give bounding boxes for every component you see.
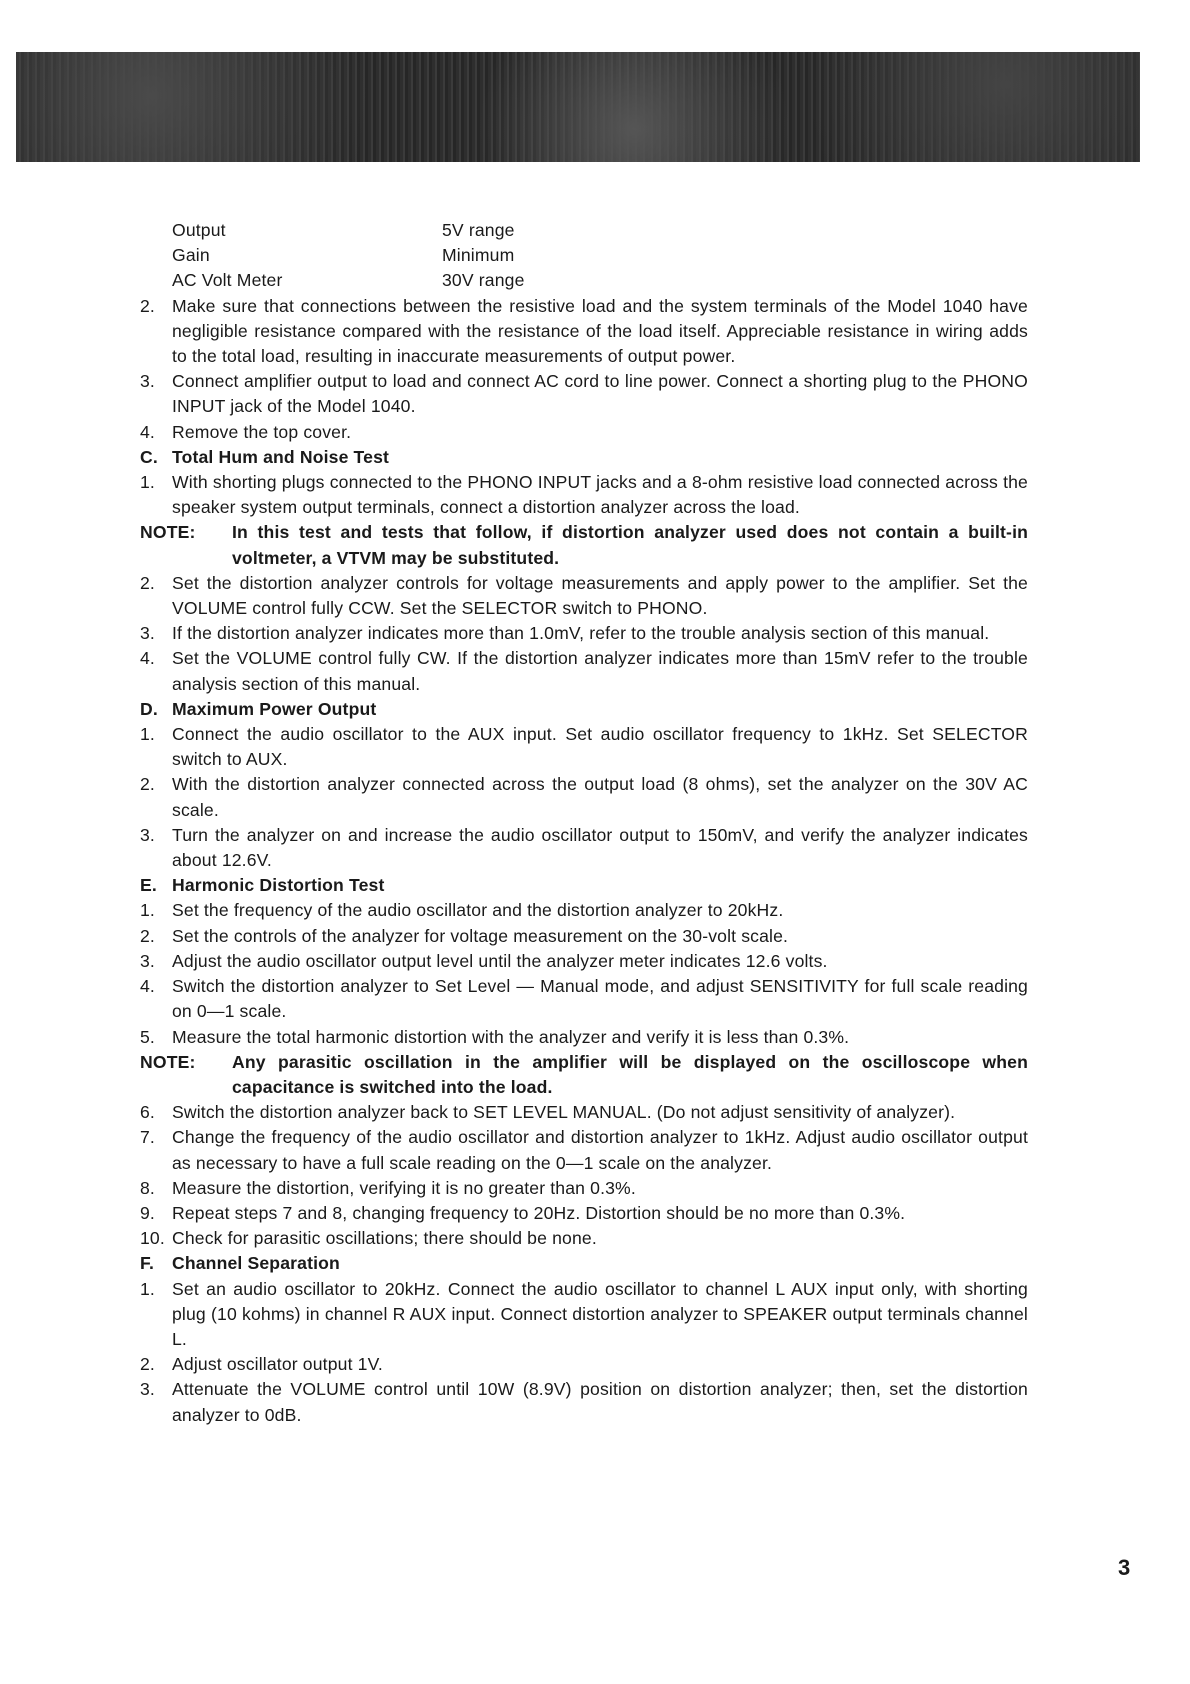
list-item: 1. Connect the audio oscillator to the AUX input. Set audio oscillator frequency to 1kHz. Set SELECTOR switch to AUX. — [140, 724, 1028, 770]
list-item: 2. Adjust oscillator output 1V. — [140, 1354, 383, 1375]
manual-content — [140, 218, 1028, 1428]
list-item: 3. Turn the analyzer on and increase the audio oscillator output to 150mV, and verify the analyzer indicates about 12.6V. — [140, 824, 1028, 871]
list-item: 1. Set an audio oscillator to 20kHz. Connect the audio oscillator to channel L AUX input only, with shorting plug (10 kohms) in channel R AUX input. Connect distortion analyzer to SPEAKER output terminals channel L. — [140, 1278, 1028, 1349]
list-item: 2. Set the controls of the analyzer for voltage measurement on the 30-volt scale. — [140, 925, 789, 946]
setting-row: Output 5V range — [172, 220, 515, 240]
list-item: 3. Attenuate the VOLUME control until 10W (8.9V) position on distortion analyzer; then, set the distortion analyzer to 0dB. — [140, 1379, 1028, 1425]
list-item: 2. Set the distortion analyzer controls for voltage measurements and apply power to the amplifier. Set the VOLUME control fully CCW. Set the SELECTOR switch to PHONO. — [140, 572, 1028, 619]
list-item: 3. Connect amplifier output to load and connect AC cord to line power. Connect a shorting plug to the PHONO INPUT jack of the Model 1040. — [140, 371, 1028, 417]
list-item: 1. With shorting plugs connected to the PHONO INPUT jacks and a 8-ohm resistive load connected across the speaker system output terminals, connect a distortion analyzer across the load. — [140, 472, 1028, 518]
list-item: 8. Measure the distortion, verifying it is no greater than 0.3%. — [140, 1177, 636, 1198]
list-item: 4. Remove the top cover. — [140, 421, 352, 442]
list-item: 5. Measure the total harmonic distortion with the analyzer and verify it is less than 0.3%. — [140, 1026, 850, 1047]
section-heading-e: E. Harmonic Distortion Test — [140, 875, 385, 896]
settings-list — [140, 218, 1028, 294]
list-item: 2. With the distortion analyzer connected across the output load (8 ohms), set the analyzer on the 30V AC scale. — [140, 774, 1028, 820]
setting-row: AC Volt Meter 30V range — [172, 270, 525, 291]
list-item: 3. If the distortion analyzer indicates more than 1.0mV, refer to the trouble analysis section of this manual. — [140, 623, 990, 644]
list-item: 3. Adjust the audio oscillator output level until the analyzer meter indicates 12.6 volts. — [140, 950, 828, 971]
note-block: NOTE: In this test and tests that follow, if distortion analyzer used does not contain a built-in voltmeter, a VTVM may be substituted. — [140, 522, 1028, 568]
list-item: 7. Change the frequency of the audio oscillator and distortion analyzer to 1kHz. Adjust audio oscillator output as necessary to have a full scale reading on the 0—1 scale on the analyzer. — [140, 1127, 1028, 1173]
section-heading-d: D. Maximum Power Output — [140, 698, 377, 719]
page-number: 3 — [1118, 1555, 1131, 1580]
section-heading-f: F. Channel Separation — [140, 1253, 340, 1274]
list-item: 6. Switch the distortion analyzer back to SET LEVEL MANUAL. (Do not adjust sensitivity of analyzer). — [140, 1102, 956, 1123]
list-item: 4. Switch the distortion analyzer to Set Level — Manual mode, and adjust SENSITIVITY for full scale reading on 0—1 scale. — [140, 976, 1028, 1022]
header-band — [16, 52, 1140, 162]
list-item: 9. Repeat steps 7 and 8, changing frequency to 20Hz. Distortion should be no more than 0.3%. — [140, 1202, 906, 1223]
note-block: NOTE: Any parasitic oscillation in the amplifier will be displayed on the oscilloscope when capacitance is switched into the load. — [140, 1051, 1028, 1097]
setting-row: Gain Minimum — [172, 245, 515, 266]
list-item: 4. Set the VOLUME control fully CW. If the distortion analyzer indicates more than 15mV refer to the trouble analysis section of this manual. — [140, 648, 1028, 694]
section-heading-c: C. Total Hum and Noise Test — [140, 446, 390, 467]
list-item: 2. Make sure that connections between the resistive load and the system terminals of the Model 1040 have negligible resistance compared with the resistance of the load itself. Appreciable resistance in wiring adds to the total load, resulting in inaccurate measurements of output power. — [140, 295, 1028, 367]
list-item: 10. Check for parasitic oscillations; there should be none. — [140, 1228, 597, 1249]
list-item: 1. Set the frequency of the audio oscillator and the distortion analyzer to 20kHz. — [140, 900, 784, 921]
